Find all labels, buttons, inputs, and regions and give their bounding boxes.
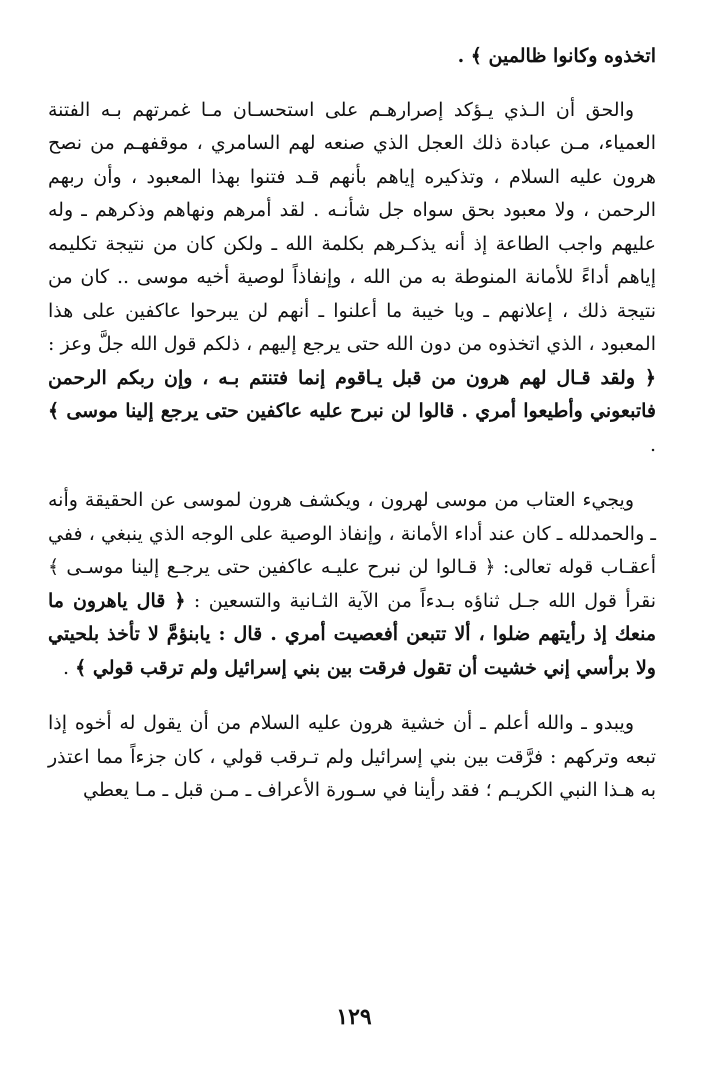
paragraph-2-text: ويجيء العتاب من موسى لهرون ، ويكشف هرون لموسى عن الحقيقة وأنه ـ والحمدلله ـ كان عند أداء الأمانة ، وإنفاذ الوصية على الوجه الذي ينبغي ، ففي أعقـاب قوله تعالى: ﴿ قـالوا لن نبرح عليـه عاكفين حتى يرجـع إلينا موسـى ﴾ نقرأ قول الله جـل ثناؤه بـدءاً من الآية الثـانية والتسعين : [48,489,657,612]
page-number: ١٢٩ [336,1004,372,1030]
quran-quote-1: ﴿ ولقد قـال لهم هرون من قبل يـاقوم إنما فتنتم بـه ، وإن ربكم الرحمن فاتبعوني وأطيعوا أمري . قالوا لن نبرح عليه عاكفين حتى يرجع إلينا موسى ﴾ [48,366,656,422]
paragraph-1 [48,94,656,463]
paragraph-3-text: ويبدو ـ والله أعلم ـ أن خشية هرون عليه السلام من أن يقول له أخوه إذا تبعه وتركهم : فرَّقت بين بني إسرائيل ولم تـرقب قولي ، كان جزءاً مما اعتذر به هـذا النبي الكريـم ؛ فقد رأينا في سـورة الأعراف ـ مـن قبل ـ مـا يعطي [48,712,656,801]
opening-verse-line: اتخذوه وكانوا ظالمين ﴾ . [457,45,656,67]
quran-quote-2: ﴿ قال ياهرون ما منعك إذ رأيتهم ضلوا ، ألا تتبعن أفعصيت أمري . قال : يابنؤمَّ لا تأخذ بلحيتي ولا برأسي إني خشيت أن تقول فرقت بين بني إسرائيل ولم ترقب قولي ﴾ [48,589,656,679]
paragraph-2-end: . [63,656,76,679]
paragraph-3 [48,707,656,808]
paragraph-2 [48,484,656,685]
paragraph-1-text: والحق أن الـذي يـؤكد إصرارهـم على استحسـان مـا غمرتهم بـه الفتنة العمياء، مـن عبادة ذلك العجل الذي صنعه لهم السامري ، موقفهـم من نصح هرون عليه السلام ، وتذكيره إياهم بأنهم قـد فتنوا بهذا المعبود ، وأن ربهم الرحمن ، ولا معبود بحق سواه جل شأنـه . لقد أمرهم ونهاهم وذكرهم ـ وله عليهم واجب الطاعة إذ أنه يذكـرهم بكلمة الله ـ ولكن كان من نتيجة تكليمه إياهم أداءً للأمانة المنوطة به من الله ، وإنفاذاً لوصية أخيه موسى .. كان من نتيجة ذلك ، إعلانهم ـ ويا خيبة ما أعلنوا ـ أنهم لن يبرحوا عاكفين على هذا المعبود ، الذي اتخذوه من دون الله حتى يرجع إليهم ، ذلكم قول الله جلَّ وعز : [48,98,656,355]
paragraph-1-end: . [649,433,656,456]
